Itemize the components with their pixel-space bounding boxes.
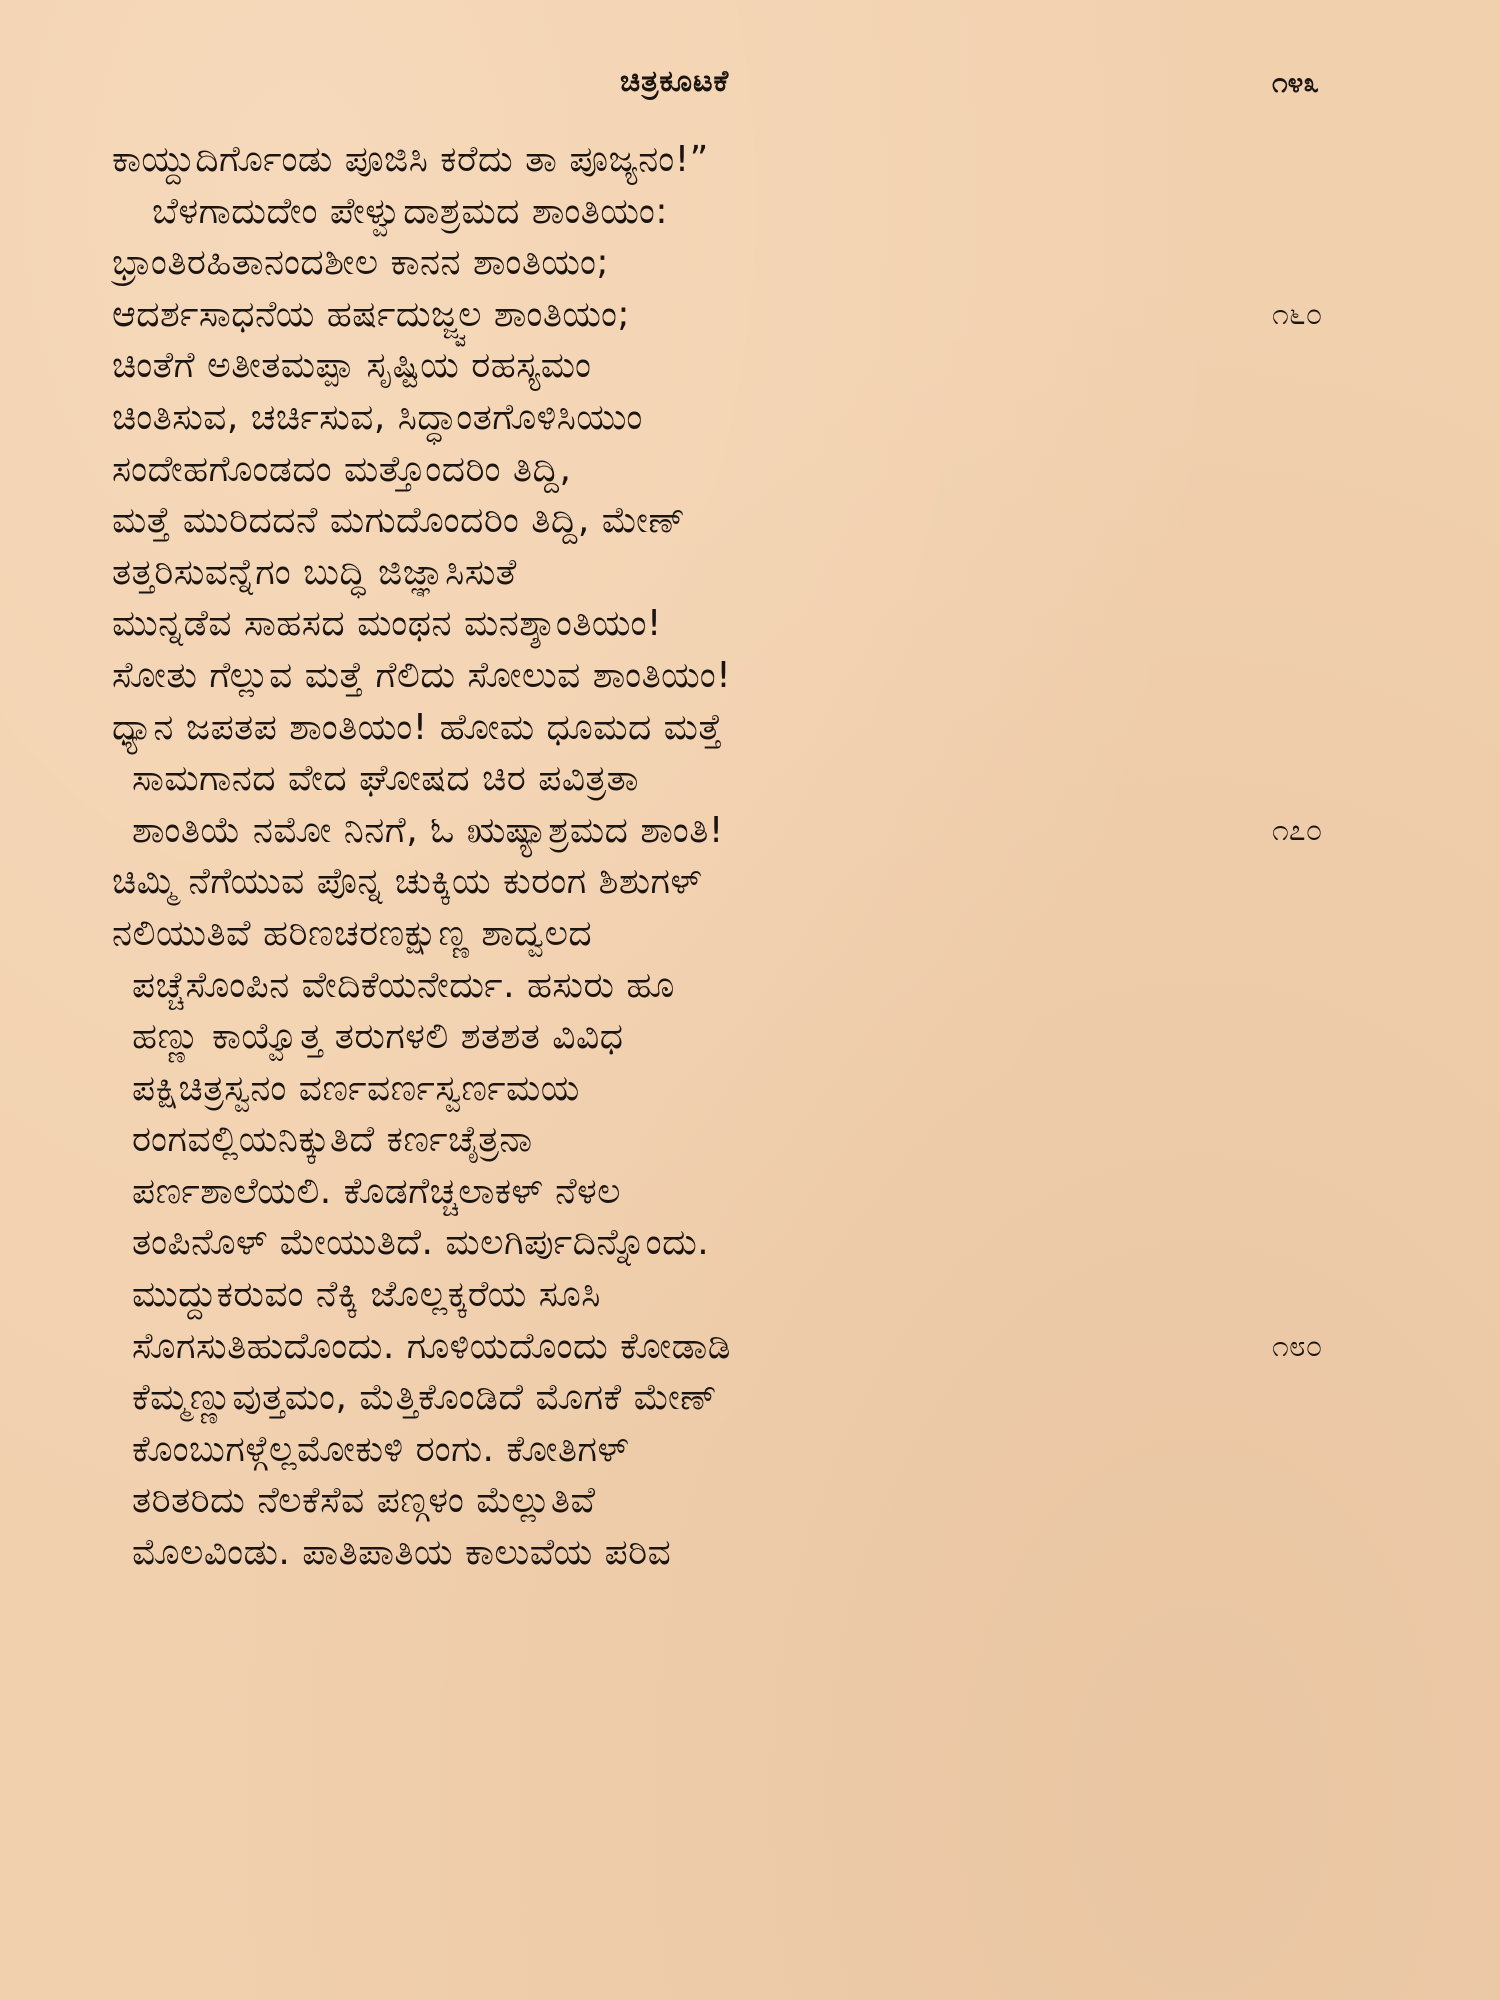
- verse-line-text: ನಲಿಯುತಿವೆ ಹರಿಣಚರಣಕ್ಷುಣ್ಣ ಶಾದ್ವಲದ: [112, 912, 593, 954]
- verse-line-text: ತರಿತರಿದು ನೆಲಕೆಸೆವ ಪಣ್ಗಳಂ ಮೆಲ್ಲುತಿವೆ: [132, 1480, 596, 1522]
- verse-line-text: ಮತ್ತೆ ಮುರಿದದನೆ ಮಗುದೊಂದರಿಂ ತಿದ್ದಿ, ಮೇಣ್: [112, 500, 686, 542]
- verse-line: [0, 495, 1500, 547]
- verse-line: [0, 856, 1500, 908]
- verse-line-text: ಮುನ್ನಡೆವ ಸಾಹಸದ ಮಂಥನ ಮನಶ್ಶಾಂತಿಯಂ!: [112, 603, 662, 645]
- verse-line-text: ಸೊಗಸುತಿಹುದೊಂದು. ಗೂಳಿಯದೊಂದು ಕೋಡಾಡಿ: [132, 1325, 731, 1367]
- verse-line: [0, 547, 1500, 599]
- verse-line: [0, 237, 1500, 289]
- verse-line-text: ಧ್ಯಾನ ಜಪತಪ ಶಾಂತಿಯಂ! ಹೋಮ ಧೂಮದ ಮತ್ತೆ: [112, 706, 723, 748]
- verse-line-text: ಭ್ರಾಂತಿರಹಿತಾನಂದಶೀಲ ಕಾನನ ಶಾಂತಿಯಂ;: [112, 242, 610, 284]
- verse-line: [0, 650, 1500, 702]
- verse-line: [0, 444, 1500, 496]
- verse-line-text: ಕೆಮ್ಮಣ್ಣುವುತ್ತಮಂ, ಮೆತ್ತಿಕೊಂಡಿದೆ ಮೊಗಕೆ ಮೇಣ್: [132, 1377, 718, 1419]
- line-number: ೧೭೦: [1272, 812, 1323, 848]
- verse-line: [0, 1114, 1500, 1166]
- verse-line-text: ಪಚ್ಚೆಸೊಂಪಿನ ವೇದಿಕೆಯನೇರ್ದು. ಹಸುರು ಹೂ: [132, 964, 675, 1006]
- verse-line-text: ಚಿಮ್ಮಿ ನೆಗೆಯುವ ಪೊನ್ನ ಚುಕ್ಕಿಯ ಕುರಂಗ ಶಿಶುಗಳ್: [112, 861, 703, 903]
- verse-line-text: ತತ್ತರಿಸುವನ್ನೆಗಂ ಬುದ್ಧಿ ಜಿಜ್ಞಾಸಿಸುತೆ: [112, 551, 517, 593]
- chapter-title: ಚಿತ್ರಕೂಟಕೆ: [620, 64, 730, 99]
- verse-line-text: ಕಾಯ್ದುದಿರ್ಗೊಂಡು ಪೂಜಿಸಿ ಕರೆದು ತಾ ಪೂಜ್ಯನಂ!”: [112, 139, 709, 180]
- verse-line: [0, 702, 1500, 754]
- line-number: ೧೮೦: [1272, 1328, 1323, 1364]
- verse-line: [0, 1372, 1500, 1424]
- verse-line: [0, 753, 1500, 805]
- verse-line-text: ಮೊಲವಿಂಡು. ಪಾತಿಪಾತಿಯ ಕಾಲುವೆಯ ಪರಿವ: [132, 1532, 672, 1574]
- verse-line: [0, 134, 1500, 186]
- verse-line: [0, 1321, 1500, 1373]
- verse-line-text: ಸೋತು ಗೆಲ್ಲುವ ಮತ್ತೆ ಗೆಲಿದು ಸೋಲುವ ಶಾಂತಿಯಂ!: [112, 654, 732, 696]
- verse-line: [0, 598, 1500, 650]
- verse-line-text: ತಂಪಿನೊಳ್ ಮೇಯುತಿದೆ. ಮಲಗಿರ್ಪುದಿನ್ನೊಂದು.: [132, 1222, 710, 1264]
- verse-line: [0, 289, 1500, 341]
- verse-line: [0, 1166, 1500, 1218]
- verse-line-text: ಶಾಂತಿಯೆ ನಮೋ ನಿನಗೆ, ಓ ಋಷ್ಯಾಶ್ರಮದ ಶಾಂತಿ!: [132, 809, 724, 851]
- verse-line: [0, 1527, 1500, 1579]
- verse-line: [0, 186, 1500, 238]
- verse-line: [0, 1217, 1500, 1269]
- verse-line-text: ಸಾಮಗಾನದ ವೇದ ಘೋಷದ ಚಿರ ಪವಿತ್ರತಾ: [132, 758, 639, 800]
- verse-line: [0, 1424, 1500, 1476]
- verse-line: [0, 392, 1500, 444]
- line-number: ೧೬೦: [1272, 296, 1323, 332]
- running-head: [0, 64, 1500, 112]
- verse-line: [0, 805, 1500, 857]
- verse-line-text: ರಂಗವಲ್ಲಿಯನಿಕ್ಕುತಿದೆ ಕರ್ಣಚೈತ್ರನಾ: [132, 1119, 533, 1161]
- verse-line: [0, 908, 1500, 960]
- verse-line-text: ಕೊಂಬುಗಳ್ಗೆಲ್ಲಮೋಕುಳಿ ರಂಗು. ಕೋತಿಗಳ್: [132, 1428, 630, 1470]
- verse-line-text: ಹಣ್ಣು ಕಾಯ್ವೊತ್ತ ತರುಗಳಲಿ ಶತಶತ ವಿವಿಧ: [132, 1016, 624, 1058]
- page-number: ೧೪೩: [1272, 66, 1320, 99]
- verse-line-text: ಚಿಂತೆಗೆ ಅತೀತಮಪ್ಪಾ ಸೃಷ್ಟಿಯ ರಹಸ್ಯಮಂ: [112, 345, 592, 387]
- verse-line: [0, 340, 1500, 392]
- verse-text: [0, 134, 1500, 1579]
- verse-line-text: ಬೆಳಗಾದುದೇಂ ಪೇಳ್ವುದಾಶ್ರಮದ ಶಾಂತಿಯಂ:: [152, 190, 668, 232]
- verse-line: [0, 1011, 1500, 1063]
- verse-line-text: ಚಿಂತಿಸುವ, ಚರ್ಚಿಸುವ, ಸಿದ್ಧಾಂತಗೊಳಿಸಿಯುಂ: [112, 396, 643, 438]
- verse-line: [0, 1269, 1500, 1321]
- verse-line: [0, 1063, 1500, 1115]
- verse-line-text: ಆದರ್ಶಸಾಧನೆಯ ಹರ್ಷದುಜ್ಜ್ವಲ ಶಾಂತಿಯಂ;: [112, 293, 631, 335]
- verse-line: [0, 960, 1500, 1012]
- verse-line-text: ಸಂದೇಹಗೊಂಡದಂ ಮತ್ತೊಂದರಿಂ ತಿದ್ದಿ,: [112, 448, 572, 490]
- verse-line-text: ಪರ್ಣಶಾಲೆಯಲಿ. ಕೊಡಗೆಚ್ಚಲಾಕಳ್ ನೆಳಲ: [132, 1170, 622, 1212]
- verse-line: [0, 1475, 1500, 1527]
- verse-line-text: ಮುದ್ದುಕರುವಂ ನೆಕ್ಕಿ ಜೊಲ್ಲಕ್ಕರೆಯ ಸೂಸಿ: [132, 1274, 601, 1316]
- verse-line-text: ಪಕ್ಷಿಚಿತ್ರಸ್ವನಂ ವರ್ಣವರ್ಣಸ್ವರ್ಣಮಯ: [132, 1067, 580, 1109]
